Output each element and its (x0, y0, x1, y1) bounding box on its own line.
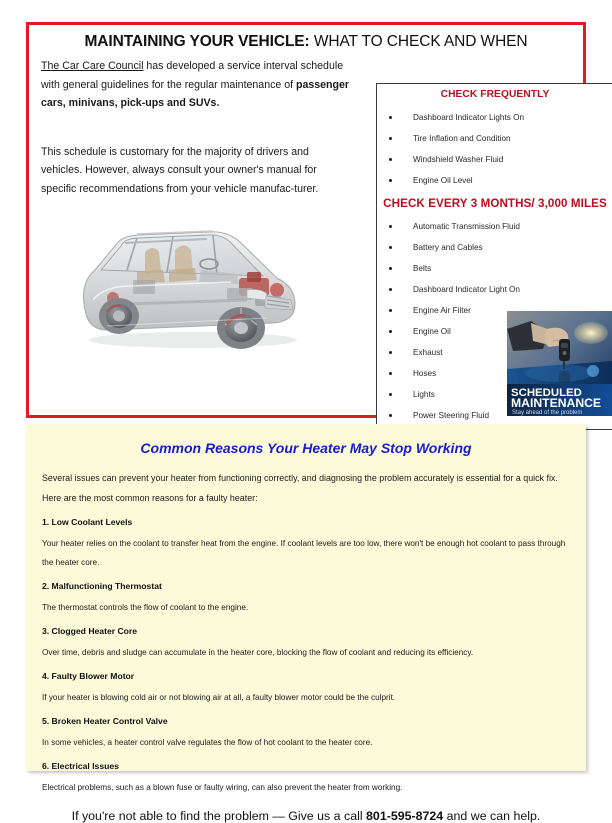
intro-paragraph-2: This schedule is customary for the majority of drivers and vehicles. However, always consult your owner's manual for specific recommendations from your vehicle manufac-turer. (41, 145, 319, 195)
list-item: Battery and Cables (377, 237, 612, 258)
reason-body: Over time, debris and sludge can accumulate in the heater core, blocking the flow of coolant and reducing its efficiency. (42, 648, 474, 657)
reason-item (42, 625, 570, 662)
page-title-bold: MAINTAINING YOUR VEHICLE: (84, 33, 310, 50)
intro-text-a: has developed a service interval schedule with general guidelines for the regular maintenance of (41, 60, 344, 91)
reason-item (42, 760, 570, 797)
reason-body: The thermostat controls the flow of coolant to the engine. (42, 603, 249, 612)
cutaway-suv-illustration (41, 212, 341, 362)
reason-heading: 3. Clogged Heater Core (42, 626, 138, 636)
maintenance-panel (26, 22, 607, 420)
sm-tagline: Stay ahead of the problem (512, 410, 583, 416)
check-frequently-list (377, 107, 612, 191)
reason-heading: 5. Broken Heater Control Valve (42, 716, 168, 726)
reason-heading: 6. Electrical Issues (42, 761, 119, 771)
reason-body: In some vehicles, a heater control valve regulates the flow of hot coolant to the heater core. (42, 738, 373, 747)
reason-body: Electrical problems, such as a blown fuse or faulty wiring, can also prevent the heater from working. (42, 783, 403, 792)
reason-body: If your heater is blowing cold air or not blowing air at all, a faulty blower motor could be the culprit. (42, 693, 396, 702)
check-frequently-heading: CHECK FREQUENTLY (440, 89, 550, 100)
reason-heading: 4. Faulty Blower Motor (42, 671, 135, 681)
list-item: Dashboard Indicator Lights On (377, 107, 612, 128)
list-item: Power Steering Fluid (377, 405, 612, 426)
check-quarterly-heading: CHECK EVERY 3 MONTHS/ 3,000 MILES (383, 197, 607, 210)
heater-intro-paragraph: Several issues can prevent your heater from functioning correctly, and diagnosing the problem accurately is essential for a quick fix. Here are the most common reasons for a faulty heater: (42, 473, 558, 503)
reason-item (42, 516, 570, 572)
list-item: Windshield Washer Fluid (377, 149, 612, 170)
intro-vehicle-types: passenger cars, minivans, pick-ups and SUVs. (41, 78, 349, 109)
phone-number[interactable]: 801-595-8724 (366, 809, 444, 823)
heater-section-title: Common Reasons Your Heater May Stop Working (140, 440, 472, 456)
reason-item (42, 715, 570, 752)
list-item: Automatic Transmission Fluid (377, 216, 612, 237)
list-item: Lights (377, 384, 612, 405)
car-care-council-link[interactable]: The Car Care Council (41, 60, 144, 72)
sm-line1: SCHEDULED (511, 387, 582, 399)
reason-heading: 2. Malfunctioning Thermostat (42, 581, 162, 591)
call-to-action (42, 809, 570, 823)
reason-heading: 1. Low Coolant Levels (42, 517, 133, 527)
reason-item (42, 670, 570, 707)
list-item: Tire Inflation and Condition (377, 128, 612, 149)
page-title (29, 33, 583, 51)
cta-pre-text: If you're not able to find the problem — Give us a call (71, 809, 367, 823)
list-item: Belts (377, 258, 612, 279)
list-item: Engine Air Filter (377, 300, 612, 321)
list-item: Engine Oil (377, 321, 612, 342)
list-item: Hoses (377, 363, 612, 384)
page-title-rest: WHAT TO CHECK AND WHEN (309, 33, 528, 50)
check-schedule-box (376, 83, 612, 430)
reason-body: Your heater relies on the coolant to transfer heat from the engine. If coolant levels are too low, there won't be enough hot coolant to pass through the heater core. (42, 539, 566, 567)
cta-post-text: and we can help. (443, 809, 541, 823)
list-item: Dashboard Indicator Light On (377, 279, 612, 300)
intro-column (37, 57, 349, 362)
reason-item (42, 580, 570, 617)
sm-line2: MAINTENANCE (511, 396, 602, 410)
scheduled-maintenance-thumbnail (507, 311, 612, 416)
list-item: Exhaust (377, 342, 612, 363)
list-item: Engine Oil Level (377, 170, 612, 191)
intro-paragraph-1 (41, 57, 349, 113)
heater-panel (26, 424, 586, 823)
